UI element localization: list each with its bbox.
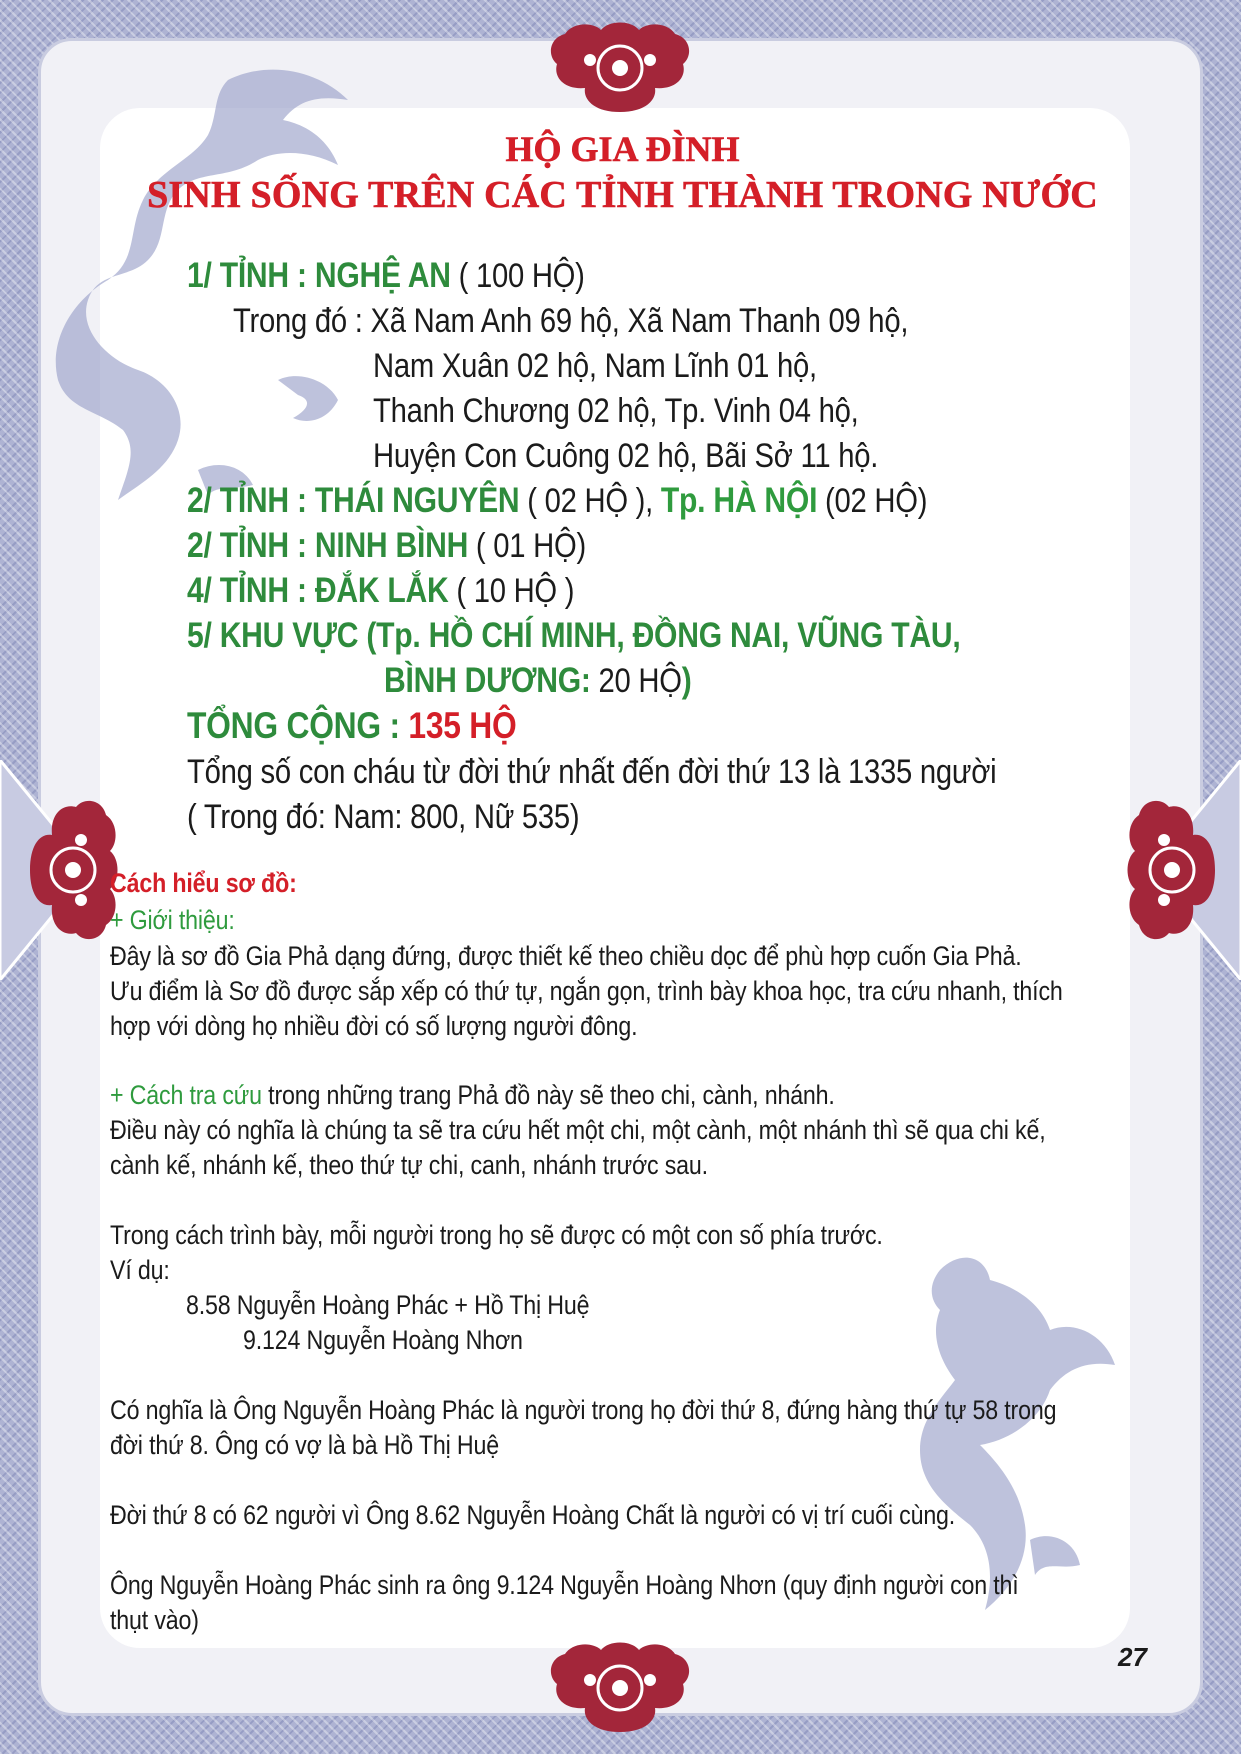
province-detail-line: Thanh Chương 02 hộ, Tp. Vinh 04 hộ, [373,392,859,430]
meaning-line: Có nghĩa là Ông Nguyễn Hoàng Phác là người trong họ đời thứ 8, đứng hàng thứ tự 58 trong [110,1395,1057,1425]
lookup-line: Điều này có nghĩa là chúng ta sẽ tra cứu hết một chi, một cành, một nhánh thì sẽ qua chi kế, [110,1115,1046,1145]
province-name: 2/ TỈNH : THÁI NGUYÊN [187,481,520,520]
page-title: HỘ GIA ĐÌNH [505,129,740,169]
region-close-paren: ) [681,661,692,700]
province-item-southern-region [187,616,960,656]
example-label: Ví dụ: [110,1255,170,1285]
region-name: 5/ KHU VỰC (Tp. HỒ CHÍ MINH, ĐỒNG NAI, VŨNG TÀU, [187,616,961,655]
household-count: ( 01 HỘ) [468,527,586,565]
household-count: ( 100 HỘ) [450,257,585,295]
province-item-dak-lak [187,571,574,611]
province-name: 1/ TỈNH : NGHỆ AN [187,256,451,295]
intro-line: Đây là sơ đồ Gia Phả dạng đứng, được thiết kế theo chiều dọc để phù hợp cuốn Gia Phả. [110,941,1022,971]
total-label: TỔNG CỘNG : [187,705,409,746]
cloud-emblem-icon [1125,795,1220,945]
intro-label: + Giới thiệu: [110,905,235,935]
household-count: (02 HỘ) [817,482,928,520]
child-note: thụt vào) [110,1605,199,1635]
household-count: ( 02 HỘ ), [519,482,661,520]
child-note: Ông Nguyễn Hoàng Phác sinh ra ông 9.124 Nguyễn Hoàng Nhơn (quy định người con thì [110,1570,1019,1600]
city-name: Tp. HÀ NỘI [660,481,818,520]
lookup-text: trong những trang Phả đồ này sẽ theo chi, cành, nhánh. [261,1080,835,1110]
province-detail-line: Nam Xuân 02 hộ, Nam Lĩnh 01 hộ, [373,347,817,385]
page-subtitle: SINH SỐNG TRÊN CÁC TỈNH THÀNH TRONG NƯỚC [147,174,1098,216]
example-entry: 8.58 Nguyễn Hoàng Phác + Hồ Thị Huệ [186,1290,590,1320]
household-count: ( 10 HỘ ) [448,572,575,610]
generation-note: Đời thứ 8 có 62 người vì Ông 8.62 Nguyễn Hoàng Chất là người có vị trí cuối cùng. [110,1500,956,1530]
total-households [187,705,517,747]
page-number: 27 [1118,1642,1147,1672]
lookup-label: + Cách tra cứu [110,1080,262,1110]
cloud-emblem-icon [25,795,120,945]
province-item-nghe-an [187,256,585,296]
province-item-ninh-binh [187,526,586,566]
meaning-line: đời thứ 8. Ông có vợ là bà Hồ Thị Huệ [110,1430,499,1460]
guide-heading: Cách hiểu sơ đồ: [110,868,297,898]
intro-line: Ưu điểm là Sơ đồ được sắp xếp có thứ tự, ngắn gọn, trình bày khoa học, tra cứu nhanh, thích [110,976,1063,1006]
province-detail-line: Trong đó : Xã Nam Anh 69 hộ, Xã Nam Thanh 09 hộ, [233,302,909,340]
cloud-emblem-icon [545,20,695,115]
descendant-summary: Tổng số con cháu từ đời thứ nhất đến đời thứ 13 là 1335 người [187,753,997,791]
household-count: 20 HỘ [590,662,682,700]
phoenix-icon [900,1240,1140,1620]
province-name: 4/ TỈNH : ĐẮK LẮK [187,571,449,610]
region-name: BÌNH DƯƠNG: [384,661,591,700]
province-name: 2/ TỈNH : NINH BÌNH [187,526,469,565]
lookup-line [110,1080,835,1111]
gender-summary: ( Trong đó: Nam: 800, Nữ 535) [187,798,580,836]
lookup-line: cành kế, nhánh kế, theo thứ tự chi, canh, nhánh trước sau. [110,1150,708,1180]
province-detail-line: Huyện Con Cuông 02 hộ, Bãi Sở 11 hộ. [373,437,879,475]
province-item-thai-nguyen [187,481,927,521]
example-entry-child: 9.124 Nguyễn Hoàng Nhơn [243,1325,523,1355]
province-item-southern-region-cont [384,661,692,701]
intro-line: hợp với dòng họ nhiều đời có số lượng người đông. [110,1011,638,1041]
total-value: 135 HỘ [408,705,517,746]
cloud-emblem-icon [545,1640,695,1735]
presentation-line: Trong cách trình bày, mỗi người trong họ sẽ được có một con số phía trước. [110,1220,883,1250]
